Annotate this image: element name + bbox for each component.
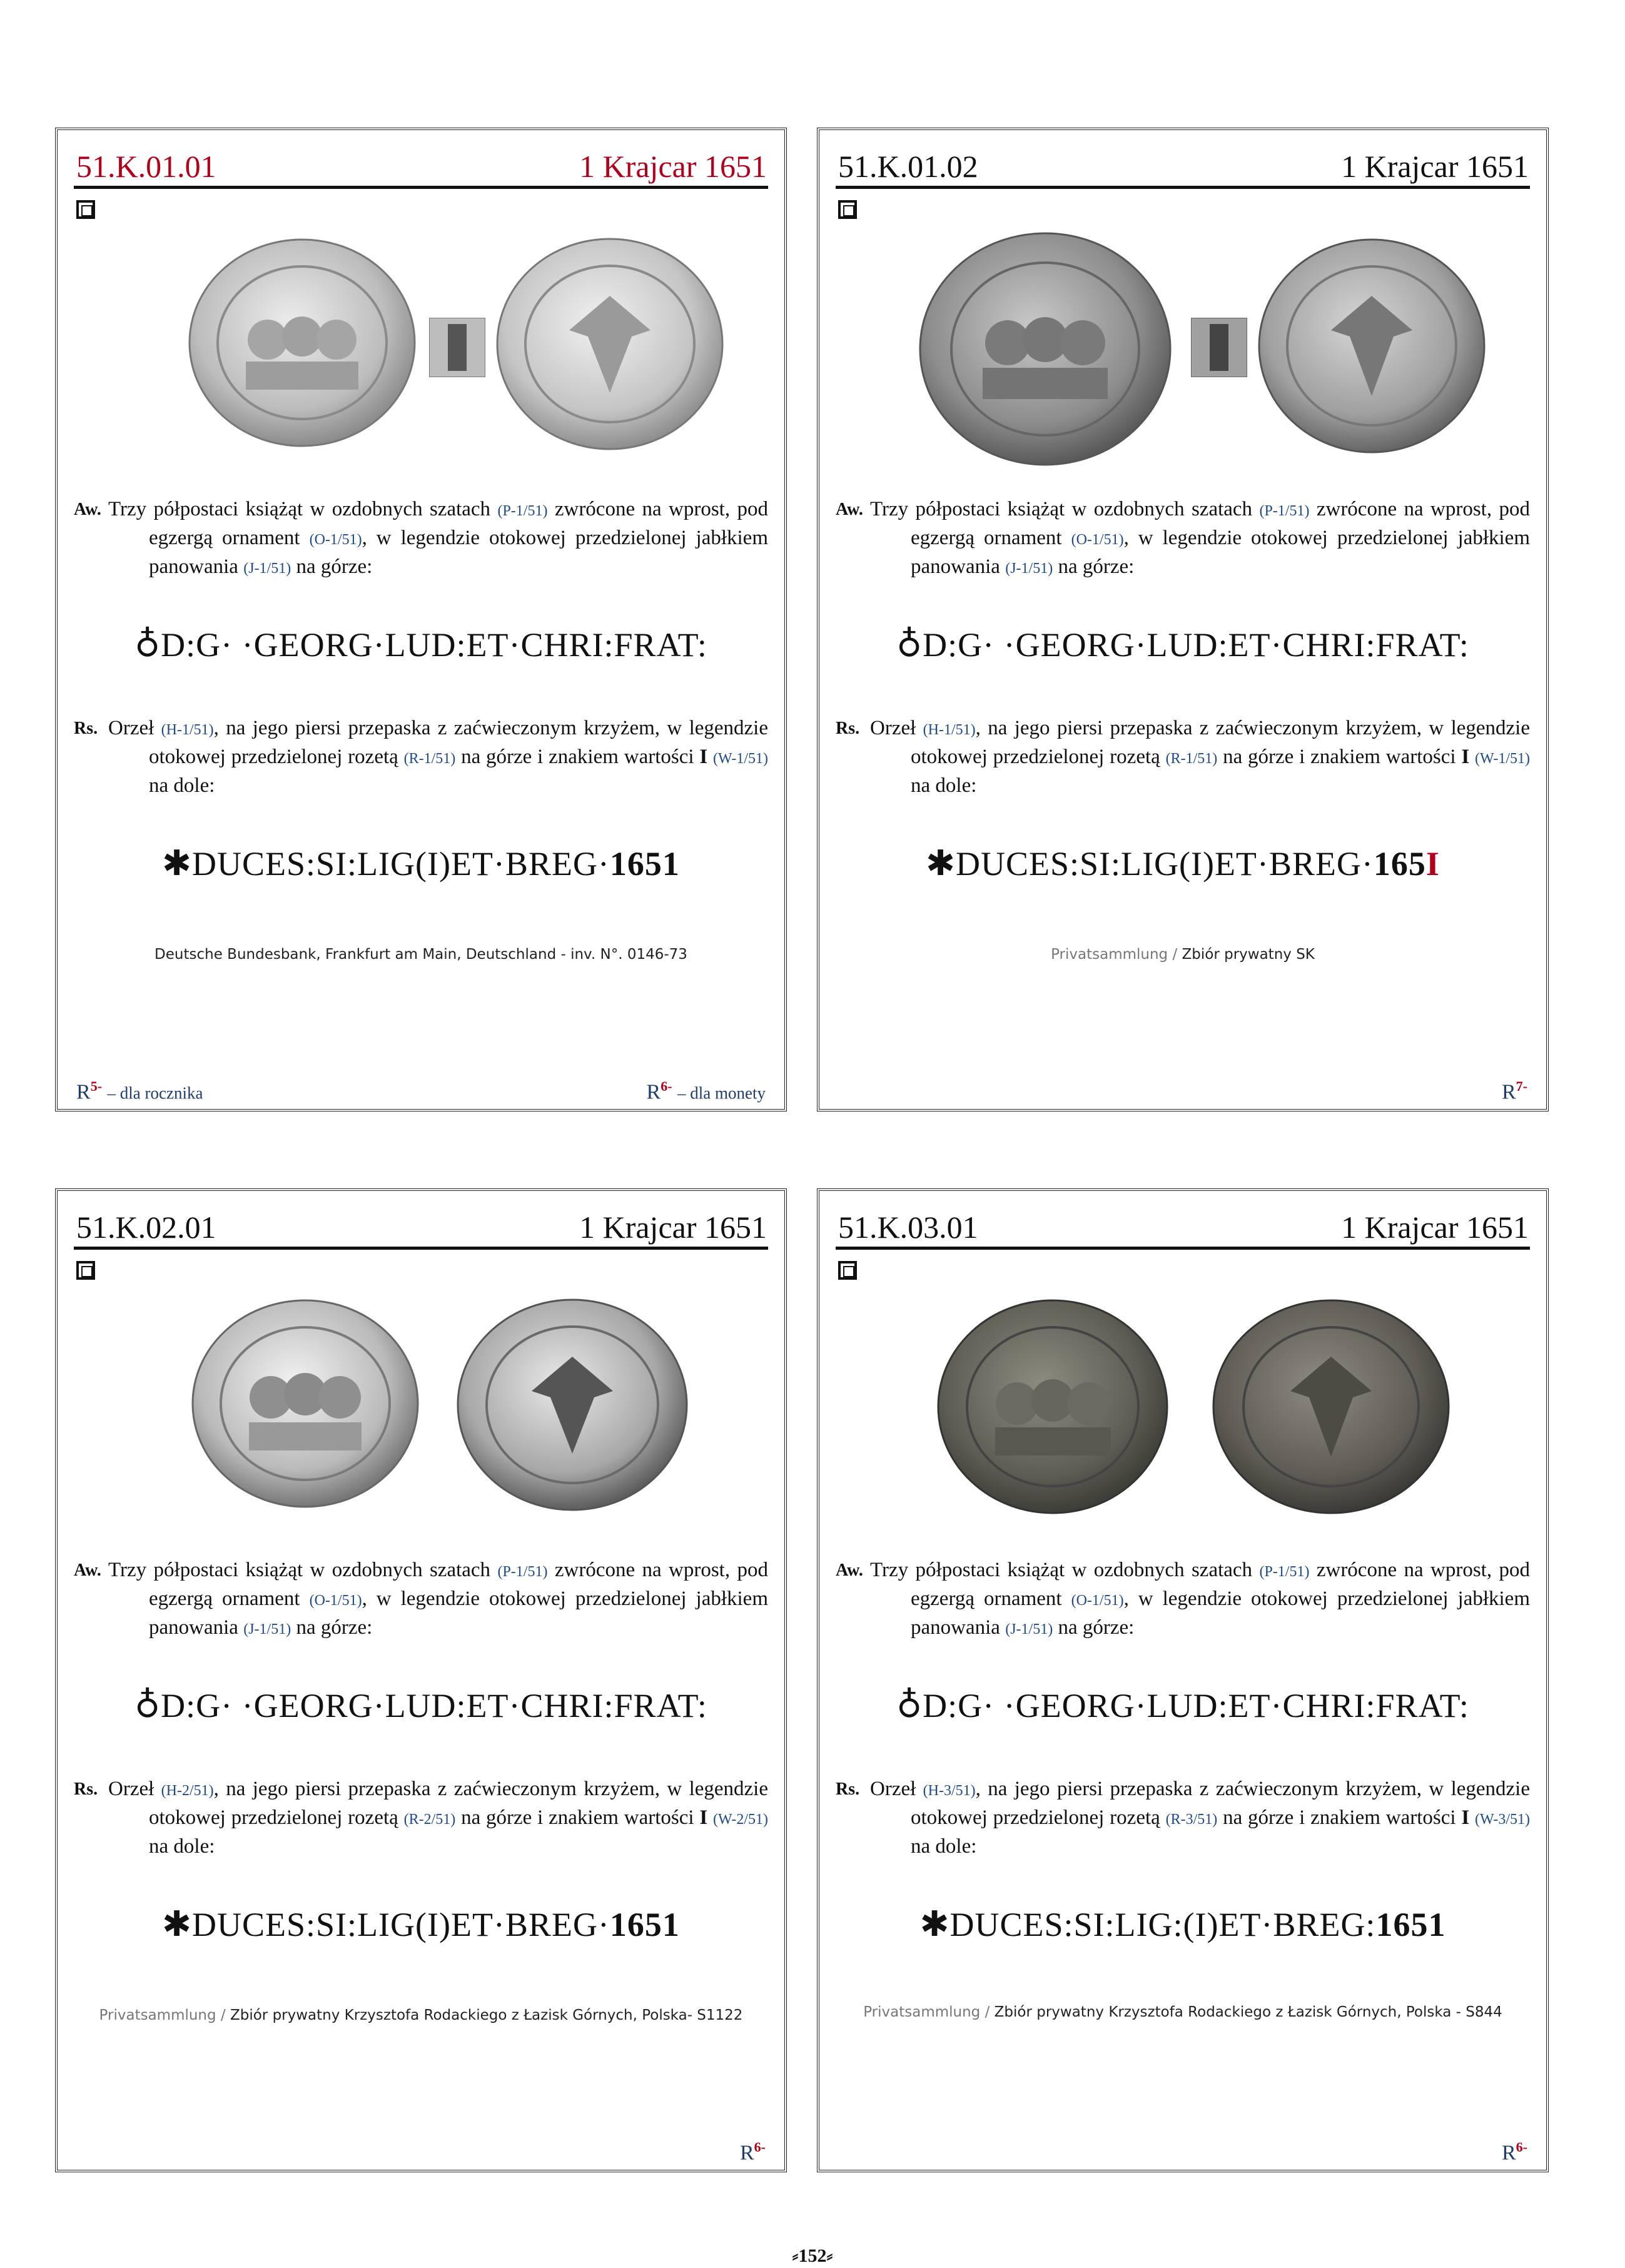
reference: (H-1/51) — [923, 722, 976, 738]
rarity-r: R — [76, 1080, 91, 1103]
legend-text: DUCES:SI:LIG(I)ET·BREG· — [192, 1906, 610, 1943]
coin-card — [817, 128, 1549, 1111]
reverse-description — [836, 715, 1530, 799]
legend-text: D:G· ·GEORG·LUD:ET·CHRI:FRAT: — [161, 626, 707, 664]
desc-text: zwrócone na wprost, pod egzergą ornament — [149, 1559, 768, 1610]
legend-year: 1651 — [609, 1906, 680, 1943]
reverse-label: Rs. — [74, 719, 98, 738]
desc-text: na górze: — [291, 1616, 373, 1639]
reference: (W-2/51) — [713, 1811, 769, 1828]
rarity-r: R — [1501, 1080, 1516, 1103]
orb-icon: ♁ — [134, 625, 161, 664]
desc-text: , na jego piersi przepaska z zaćwieczonym krzyżem, w legendzie otokowej przedzielonej rozetą — [149, 1778, 768, 1829]
obverse-description — [836, 496, 1530, 582]
orb-icon: ♁ — [896, 1686, 923, 1725]
rosette-icon: ✱ — [162, 844, 192, 883]
value-mark: I — [1461, 746, 1470, 768]
desc-text: na dole: — [149, 774, 215, 797]
obverse-coin-image — [190, 1297, 421, 1510]
legend-year: 1651 — [1375, 1906, 1446, 1943]
collection-source — [74, 2007, 768, 2023]
legend-year: 1651 — [609, 845, 680, 883]
reverse-coin-image — [455, 1297, 690, 1513]
desc-text: zwrócone na wprost, pod egzergą ornament — [149, 498, 768, 549]
reverse-label: Rs. — [836, 1779, 860, 1799]
rarity-coin — [740, 2139, 766, 2165]
rarity-r: R — [739, 2141, 754, 2164]
rarity-coin — [647, 1078, 766, 1104]
coin-photos — [836, 230, 1530, 493]
coin-photos — [74, 230, 768, 493]
card-header — [74, 149, 768, 189]
rarity-note: – dla monety — [677, 1083, 766, 1102]
rarity-grade: 7- — [1516, 1078, 1527, 1094]
reference: (P-1/51) — [497, 503, 548, 519]
coin-title: 1 Krajcar 1651 — [579, 1210, 767, 1245]
desc-text: Trzy półpostaci książąt w ozdobnych szatach — [870, 1559, 1260, 1581]
reverse-coin-image — [1256, 236, 1487, 455]
desc-text: zwrócone na wprost, pod egzergą ornament — [911, 1559, 1530, 1610]
rarity-grade: 6- — [661, 1078, 672, 1094]
reverse-legend — [74, 843, 768, 884]
desc-text: na górze: — [291, 555, 373, 578]
rarity-r: R — [646, 1080, 661, 1103]
coin-card — [55, 128, 787, 1111]
reverse-legend — [74, 1904, 768, 1945]
obverse-coin-image — [186, 236, 418, 449]
source-text: Zbiór prywatny Krzysztofa Rodackiego z Łazisk Górnych, Polska - S844 — [994, 2004, 1502, 2020]
obverse-label: Aw. — [74, 1561, 101, 1580]
legend-year: 165 — [1373, 845, 1426, 883]
legend-text: DUCES:SI:LIG(I)ET·BREG· — [955, 845, 1374, 883]
rosette-icon: ✱ — [162, 1905, 192, 1944]
obverse-legend — [74, 624, 768, 665]
reference: (P-1/51) — [1259, 503, 1310, 519]
desc-text: , na jego piersi przepaska z zaćwieczonym krzyżem, w legendzie otokowej przedzielonej rozetą — [911, 717, 1530, 768]
reference: (O-1/51) — [309, 1592, 362, 1609]
rarity-r: R — [1501, 2141, 1516, 2164]
source-text: Zbiór prywatny Krzysztofa Rodackiego z Łazisk Górnych, Polska- S1122 — [230, 2007, 743, 2023]
orb-icon: ♁ — [134, 1686, 161, 1725]
card-header — [836, 149, 1530, 189]
obverse-description — [74, 496, 768, 582]
catalog-code: 51.K.01.01 — [76, 149, 216, 184]
desc-text: , w legendzie otokowej przedzielonej jabłkiem panowania — [149, 1587, 768, 1639]
rosette-icon: ✱ — [926, 844, 956, 883]
desc-text: na górze: — [1053, 555, 1135, 578]
obverse-legend — [74, 1685, 768, 1726]
desc-text: na górze i znakiem wartości — [1217, 746, 1462, 768]
reverse-label: Rs. — [836, 719, 860, 738]
desc-text: Trzy półpostaci książąt w ozdobnych szatach — [870, 498, 1260, 520]
reference: (P-1/51) — [497, 1564, 548, 1580]
coin-card — [817, 1188, 1549, 2172]
obverse-coin-image — [936, 1297, 1170, 1516]
coin-title: 1 Krajcar 1651 — [579, 149, 767, 184]
reference: (H-2/51) — [161, 1783, 214, 1799]
rarity-coin — [1502, 1078, 1527, 1104]
source-muted: Privatsammlung / — [863, 2004, 995, 2020]
reverse-coin-image — [494, 236, 726, 452]
obverse-legend — [836, 624, 1530, 665]
page-number-text: 152 — [798, 2245, 827, 2266]
value-mark-image — [1191, 318, 1247, 377]
reverse-legend — [836, 1904, 1530, 1945]
reference: (J-1/51) — [1005, 1621, 1053, 1638]
reverse-description — [74, 1776, 768, 1860]
collection-source — [74, 946, 768, 963]
catalog-code: 51.K.03.01 — [838, 1210, 978, 1245]
reference: (H-3/51) — [923, 1783, 976, 1799]
reference: (W-1/51) — [713, 751, 769, 767]
desc-text: na dole: — [149, 1835, 215, 1858]
desc-text: Orzeł — [108, 717, 161, 739]
source-text: Zbiór prywatny SK — [1182, 946, 1315, 963]
ornament-right: ⸗ — [826, 2245, 833, 2266]
legend-text: DUCES:SI:LIG:(I)ET·BREG: — [949, 1906, 1376, 1943]
checkbox[interactable] — [76, 1261, 95, 1280]
coin-photos — [74, 1291, 768, 1554]
desc-text: na górze i znakiem wartości — [455, 746, 700, 768]
reverse-description — [836, 1776, 1530, 1860]
reference: (J-1/51) — [243, 560, 291, 577]
legend-year-red: I — [1425, 845, 1440, 883]
reference: (O-1/51) — [1071, 532, 1124, 548]
collection-source — [836, 2004, 1530, 2020]
desc-text: Orzeł — [870, 717, 923, 739]
rarity-note: – dla rocznika — [107, 1083, 203, 1102]
value-mark: I — [699, 746, 708, 768]
desc-text: , w legendzie otokowej przedzielonej jabłkiem panowania — [911, 527, 1530, 578]
desc-text: Trzy półpostaci książąt w ozdobnych szatach — [108, 498, 498, 520]
desc-text: na górze i znakiem wartości — [1217, 1806, 1462, 1829]
checkbox[interactable] — [838, 1261, 857, 1280]
rarity-grade: 6- — [754, 2139, 766, 2155]
rarity-year — [76, 1078, 203, 1104]
reference: (O-1/51) — [309, 532, 362, 548]
page-number — [0, 2245, 1625, 2267]
reference: (J-1/51) — [243, 1621, 291, 1638]
legend-text: D:G· ·GEORG·LUD:ET·CHRI:FRAT: — [923, 1687, 1469, 1724]
rarity-grade: 5- — [90, 1078, 103, 1094]
source-text: Deutsche Bundesbank, Frankfurt am Main, Deutschland - inv. N°. 0146-73 — [154, 946, 687, 963]
reverse-coin-image — [1211, 1297, 1452, 1516]
desc-text: , na jego piersi przepaska z zaćwieczonym krzyżem, w legendzie otokowej przedzielonej rozetą — [911, 1778, 1530, 1829]
checkbox[interactable] — [838, 200, 857, 219]
reference: (R-2/51) — [403, 1811, 456, 1828]
reference: (W-3/51) — [1475, 1811, 1531, 1828]
orb-icon: ♁ — [896, 625, 923, 664]
card-header — [74, 1210, 768, 1250]
legend-text: DUCES:SI:LIG(I)ET·BREG· — [192, 845, 610, 883]
rosette-icon: ✱ — [919, 1905, 950, 1944]
desc-text: , na jego piersi przepaska z zaćwieczonym krzyżem, w legendzie otokowej przedzielonej rozetą — [149, 717, 768, 768]
reference: (P-1/51) — [1259, 1564, 1310, 1580]
coin-photos — [836, 1291, 1530, 1554]
reverse-description — [74, 715, 768, 799]
reference: (J-1/51) — [1005, 560, 1053, 577]
obverse-label: Aw. — [74, 500, 101, 519]
obverse-label: Aw. — [836, 1561, 863, 1580]
checkbox[interactable] — [76, 200, 95, 219]
rarity-grade: 6- — [1516, 2139, 1527, 2155]
legend-text: D:G· ·GEORG·LUD:ET·CHRI:FRAT: — [161, 1687, 707, 1724]
reference: (R-1/51) — [403, 751, 456, 767]
catalog-code: 51.K.02.01 — [76, 1210, 216, 1245]
desc-text: Orzeł — [870, 1778, 923, 1800]
reference: (W-1/51) — [1475, 751, 1531, 767]
reference: (R-1/51) — [1165, 751, 1218, 767]
catalog-code: 51.K.01.02 — [838, 149, 978, 184]
desc-text: na górze i znakiem wartości — [455, 1806, 700, 1829]
reverse-label: Rs. — [74, 1779, 98, 1799]
reference: (H-1/51) — [161, 722, 214, 738]
obverse-description — [74, 1557, 768, 1643]
obverse-legend — [836, 1685, 1530, 1726]
obverse-coin-image — [917, 230, 1173, 468]
desc-text: , w legendzie otokowej przedzielonej jabłkiem panowania — [149, 527, 768, 578]
card-header — [836, 1210, 1530, 1250]
desc-text: Orzeł — [108, 1778, 161, 1800]
source-muted: Privatsammlung / — [99, 2007, 230, 2023]
value-mark: I — [699, 1806, 708, 1829]
rarity-coin — [1502, 2139, 1527, 2165]
reverse-legend — [836, 843, 1530, 884]
desc-text: zwrócone na wprost, pod egzergą ornament — [911, 498, 1530, 549]
reference: (O-1/51) — [1071, 1592, 1124, 1609]
coin-title: 1 Krajcar 1651 — [1341, 149, 1529, 184]
value-mark: I — [1461, 1806, 1470, 1829]
reference: (R-3/51) — [1165, 1811, 1218, 1828]
obverse-label: Aw. — [836, 500, 863, 519]
collection-source — [836, 946, 1530, 963]
desc-text: na dole: — [911, 1835, 977, 1858]
coin-card — [55, 1188, 787, 2172]
source-muted: Privatsammlung / — [1051, 946, 1182, 963]
legend-text: D:G· ·GEORG·LUD:ET·CHRI:FRAT: — [923, 626, 1469, 664]
desc-text: , w legendzie otokowej przedzielonej jabłkiem panowania — [911, 1587, 1530, 1639]
desc-text: Trzy półpostaci książąt w ozdobnych szatach — [108, 1559, 498, 1581]
ornament-left: ⸗ — [792, 2245, 799, 2266]
desc-text: na dole: — [911, 774, 977, 797]
obverse-description — [836, 1557, 1530, 1643]
value-mark-image — [429, 318, 485, 377]
desc-text: na górze: — [1053, 1616, 1135, 1639]
coin-title: 1 Krajcar 1651 — [1341, 1210, 1529, 1245]
